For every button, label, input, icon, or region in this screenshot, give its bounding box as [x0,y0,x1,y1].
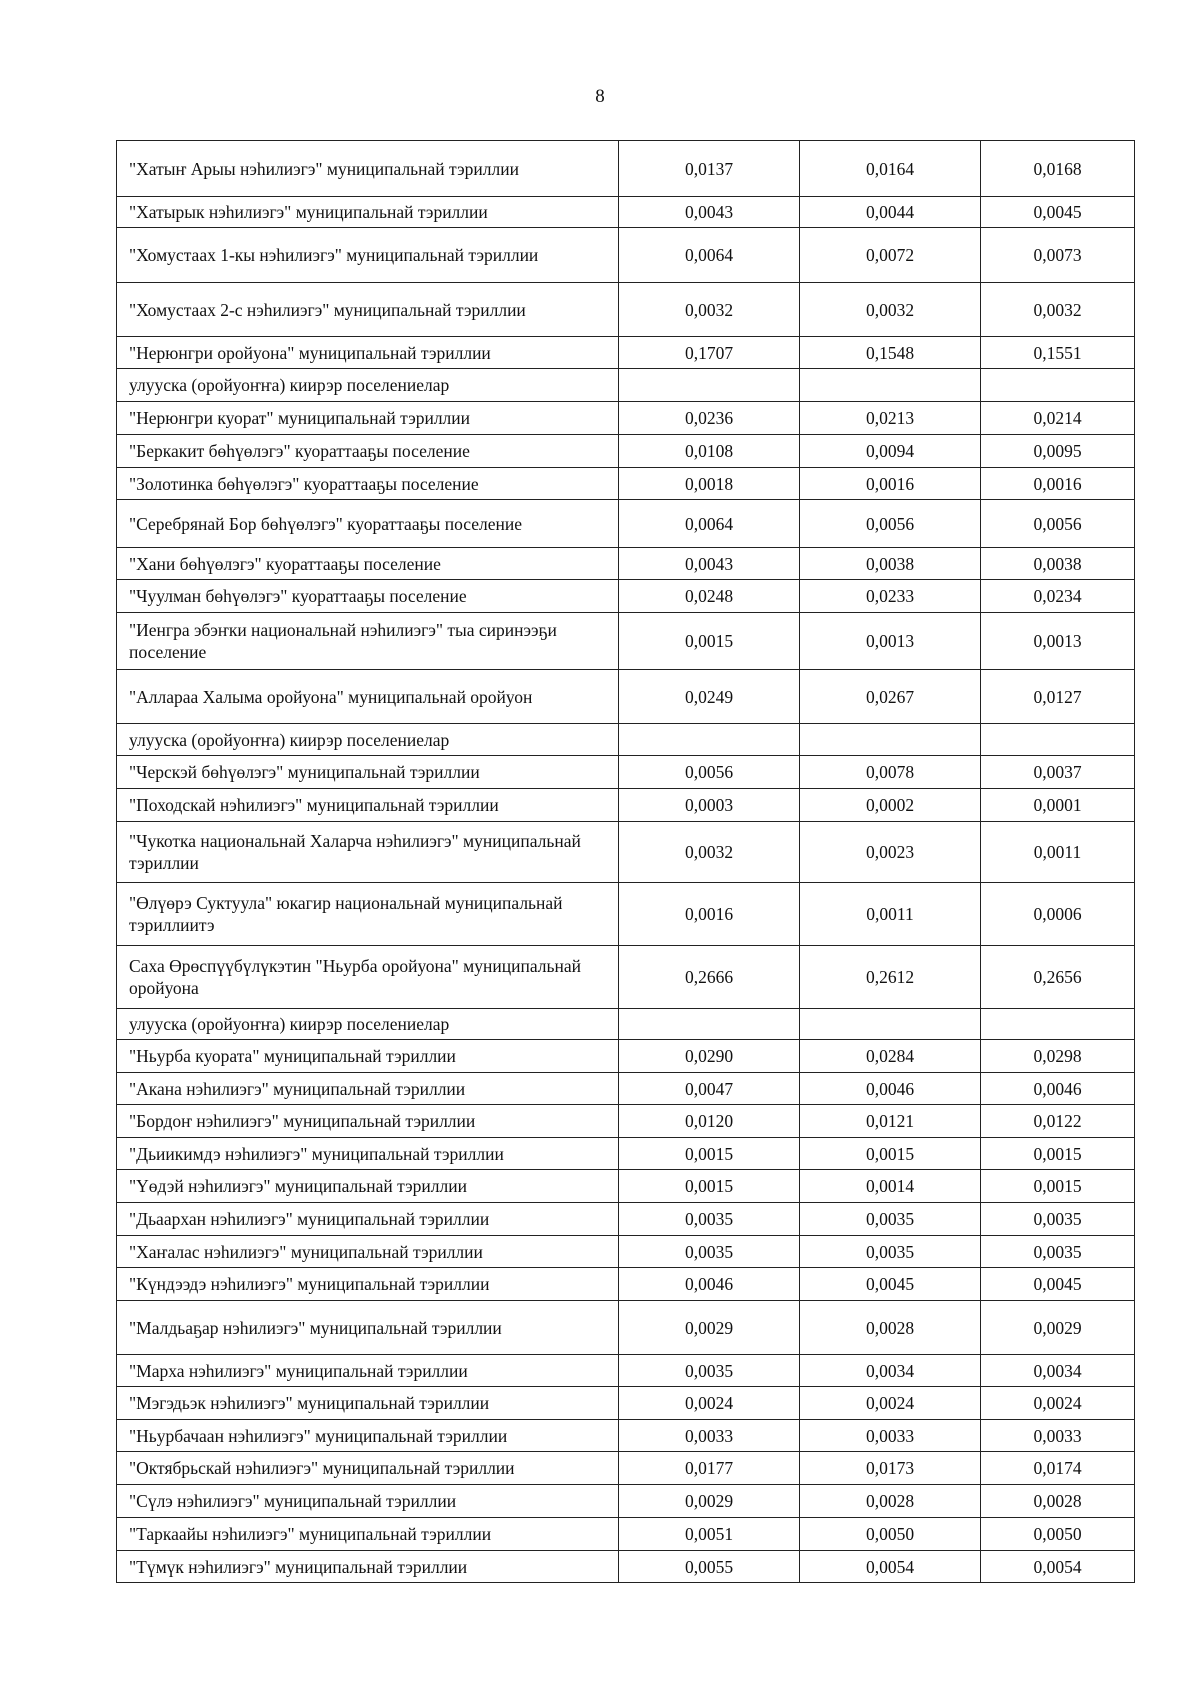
row-name-cell: улууска (оройуоҥҥа) киирэр поселениелар [117,1009,619,1040]
row-name-cell: "Хомустаах 2-с нэһилиэгэ" муниципальнай тэриллии [117,283,619,337]
value-cell-1: 0,0248 [619,580,800,613]
value-cell-3: 0,0029 [981,1301,1135,1355]
row-name-cell: "Хани бөһүөлэгэ" куораттааҕы поселение [117,548,619,580]
value-cell-3: 0,0013 [981,613,1135,670]
row-name-cell: Саха Өрөспүүбүлүкэтин "Ньурба оройуона" муниципальнай оройуона [117,946,619,1009]
value-cell-1: 0,0032 [619,822,800,883]
value-cell-3: 0,0174 [981,1452,1135,1485]
value-cell-2: 0,0072 [800,228,981,283]
value-cell-1: 0,0015 [619,1170,800,1203]
row-name-cell: "Дьаархан нэһилиэгэ" муниципальнай тэриллии [117,1203,619,1236]
table-row [117,468,1135,500]
value-cell-2: 0,0233 [800,580,981,613]
value-cell-3: 0,0127 [981,670,1135,724]
table-row [117,1009,1135,1040]
table-row [117,1387,1135,1420]
value-cell-1: 0,0043 [619,197,800,228]
value-cell-3: 0,0035 [981,1236,1135,1268]
value-cell-1 [619,724,800,756]
value-cell-2: 0,0284 [800,1040,981,1073]
table-row [117,1551,1135,1583]
row-name-cell: "Сүлэ нэһилиэгэ" муниципальнай тэриллии [117,1485,619,1518]
table-row [117,670,1135,724]
table-row [117,1170,1135,1203]
table-body [117,141,1135,1583]
value-cell-1: 0,0024 [619,1387,800,1420]
value-cell-1: 0,1707 [619,337,800,369]
value-cell-3: 0,0016 [981,468,1135,500]
value-cell-1: 0,2666 [619,946,800,1009]
value-cell-2: 0,0035 [800,1236,981,1268]
value-cell-1: 0,0035 [619,1203,800,1236]
table-row [117,228,1135,283]
row-name-cell: "Октябрьскай нэһилиэгэ" муниципальнай тэриллии [117,1452,619,1485]
value-cell-2: 0,0024 [800,1387,981,1420]
value-cell-1: 0,0015 [619,1138,800,1170]
value-cell-2: 0,0032 [800,283,981,337]
value-cell-1: 0,0029 [619,1301,800,1355]
table-row [117,1040,1135,1073]
value-cell-1: 0,0249 [619,670,800,724]
row-name-cell: "Серебрянай Бор бөһүөлэгэ" куораттааҕы поселение [117,500,619,548]
row-name-cell: "Хомустаах 1-кы нэһилиэгэ" муниципальнай тэриллии [117,228,619,283]
table-row [117,1301,1135,1355]
value-cell-1: 0,0108 [619,435,800,468]
value-cell-1: 0,0064 [619,500,800,548]
table-row [117,883,1135,946]
table-row [117,789,1135,822]
value-cell-1 [619,1009,800,1040]
value-cell-3 [981,724,1135,756]
value-cell-2: 0,0054 [800,1551,981,1583]
value-cell-3: 0,0050 [981,1518,1135,1551]
value-cell-3: 0,0045 [981,197,1135,228]
row-name-cell: "Золотинка бөһүөлэгэ" куораттааҕы поселение [117,468,619,500]
value-cell-1: 0,0047 [619,1073,800,1105]
value-cell-1: 0,0055 [619,1551,800,1583]
value-cell-1: 0,0137 [619,141,800,197]
value-cell-2: 0,0121 [800,1105,981,1138]
row-name-cell: "Иенгра эбэҥки национальнай нэһилиэгэ" тыа сиринээҕи поселение [117,613,619,670]
table-row [117,1203,1135,1236]
table-row [117,500,1135,548]
value-cell-2: 0,0046 [800,1073,981,1105]
table-row [117,1105,1135,1138]
table-row [117,548,1135,580]
row-name-cell: "Бордоҥ нэһилиэгэ" муниципальнай тэриллии [117,1105,619,1138]
value-cell-1: 0,0035 [619,1236,800,1268]
table-row [117,1452,1135,1485]
page-number: 8 [595,86,605,107]
value-cell-3: 0,0033 [981,1420,1135,1452]
row-name-cell: "Өлүөрэ Суктуула" юкагир национальнай муниципальнай тэриллиитэ [117,883,619,946]
value-cell-3: 0,0073 [981,228,1135,283]
value-cell-2: 0,0013 [800,613,981,670]
value-cell-2: 0,0016 [800,468,981,500]
value-cell-3: 0,0001 [981,789,1135,822]
value-cell-3: 0,0214 [981,402,1135,435]
value-cell-1: 0,0032 [619,283,800,337]
value-cell-3: 0,0056 [981,500,1135,548]
value-cell-1: 0,0046 [619,1268,800,1301]
value-cell-2: 0,0213 [800,402,981,435]
table-row [117,283,1135,337]
value-cell-2: 0,1548 [800,337,981,369]
value-cell-3: 0,0028 [981,1485,1135,1518]
table-row [117,1355,1135,1387]
value-cell-3: 0,0122 [981,1105,1135,1138]
value-cell-2: 0,0078 [800,756,981,789]
table-row [117,946,1135,1009]
row-name-cell: "Ньурба куората" муниципальнай тэриллии [117,1040,619,1073]
table-row [117,402,1135,435]
row-name-cell: "Түмүк нэһилиэгэ" муниципальнай тэриллии [117,1551,619,1583]
value-cell-3: 0,0034 [981,1355,1135,1387]
value-cell-2: 0,0028 [800,1485,981,1518]
value-cell-3 [981,1009,1135,1040]
value-cell-2 [800,1009,981,1040]
value-cell-3 [981,369,1135,402]
table-row [117,1138,1135,1170]
value-cell-3: 0,0234 [981,580,1135,613]
table-row [117,1268,1135,1301]
value-cell-2: 0,0034 [800,1355,981,1387]
data-table [116,140,1135,1583]
value-cell-3: 0,0035 [981,1203,1135,1236]
value-cell-1: 0,0056 [619,756,800,789]
table-row [117,141,1135,197]
table-row [117,724,1135,756]
table-row [117,1073,1135,1105]
row-name-cell: "Нерюнгри оройуона" муниципальнай тэриллии [117,337,619,369]
value-cell-1: 0,0003 [619,789,800,822]
value-cell-2: 0,0035 [800,1203,981,1236]
value-cell-2: 0,0267 [800,670,981,724]
row-name-cell: "Марха нэһилиэгэ" муниципальнай тэриллии [117,1355,619,1387]
value-cell-2: 0,0094 [800,435,981,468]
value-cell-3: 0,0045 [981,1268,1135,1301]
value-cell-3: 0,0168 [981,141,1135,197]
value-cell-3: 0,0015 [981,1170,1135,1203]
value-cell-3: 0,0046 [981,1073,1135,1105]
value-cell-1: 0,0290 [619,1040,800,1073]
table-row [117,1518,1135,1551]
value-cell-2: 0,0038 [800,548,981,580]
row-name-cell: "Беркакит бөһүөлэгэ" куораттааҕы поселение [117,435,619,468]
value-cell-3: 0,0024 [981,1387,1135,1420]
value-cell-3: 0,1551 [981,337,1135,369]
value-cell-1: 0,0015 [619,613,800,670]
value-cell-3: 0,0032 [981,283,1135,337]
row-name-cell: "Хатырык нэһилиэгэ" муниципальнай тэриллии [117,197,619,228]
value-cell-2: 0,0164 [800,141,981,197]
value-cell-1 [619,369,800,402]
value-cell-1: 0,0016 [619,883,800,946]
table-row [117,435,1135,468]
table-row [117,822,1135,883]
table-row [117,756,1135,789]
value-cell-2: 0,0028 [800,1301,981,1355]
table-row [117,369,1135,402]
value-cell-3: 0,0298 [981,1040,1135,1073]
value-cell-2: 0,0044 [800,197,981,228]
table-row [117,197,1135,228]
row-name-cell: улууска (оройуоҥҥа) киирэр поселениелар [117,724,619,756]
row-name-cell: "Нерюнгри куорат" муниципальнай тэриллии [117,402,619,435]
value-cell-1: 0,0033 [619,1420,800,1452]
table-row [117,613,1135,670]
value-cell-1: 0,0177 [619,1452,800,1485]
row-name-cell: "Походскай нэһилиэгэ" муниципальнай тэриллии [117,789,619,822]
row-name-cell: "Чуулман бөһүөлэгэ" куораттааҕы поселение [117,580,619,613]
value-cell-3: 0,2656 [981,946,1135,1009]
value-cell-1: 0,0029 [619,1485,800,1518]
row-name-cell: "Үөдэй нэһилиэгэ" муниципальнай тэриллии [117,1170,619,1203]
row-name-cell: "Ньурбачаан нэһилиэгэ" муниципальнай тэриллии [117,1420,619,1452]
row-name-cell: "Дьиикимдэ нэһилиэгэ" муниципальнай тэриллии [117,1138,619,1170]
value-cell-1: 0,0035 [619,1355,800,1387]
value-cell-3: 0,0037 [981,756,1135,789]
table-row [117,337,1135,369]
value-cell-3: 0,0054 [981,1551,1135,1583]
value-cell-2 [800,369,981,402]
value-cell-2: 0,0033 [800,1420,981,1452]
value-cell-1: 0,0018 [619,468,800,500]
value-cell-1: 0,0064 [619,228,800,283]
table-row [117,1485,1135,1518]
row-name-cell: "Малдьаҕар нэһилиэгэ" муниципальнай тэриллии [117,1301,619,1355]
value-cell-2: 0,0011 [800,883,981,946]
table-row [117,1236,1135,1268]
value-cell-3: 0,0006 [981,883,1135,946]
value-cell-2 [800,724,981,756]
value-cell-2: 0,0015 [800,1138,981,1170]
row-name-cell: "Күндээдэ нэһилиэгэ" муниципальнай тэриллии [117,1268,619,1301]
row-name-cell: "Аллараа Халыма оройуона" муниципальнай оройуон [117,670,619,724]
value-cell-3: 0,0011 [981,822,1135,883]
value-cell-3: 0,0095 [981,435,1135,468]
row-name-cell: "Акана нэһилиэгэ" муниципальнай тэриллии [117,1073,619,1105]
value-cell-2: 0,2612 [800,946,981,1009]
value-cell-1: 0,0051 [619,1518,800,1551]
value-cell-2: 0,0002 [800,789,981,822]
table-row [117,580,1135,613]
value-cell-2: 0,0056 [800,500,981,548]
value-cell-1: 0,0120 [619,1105,800,1138]
value-cell-1: 0,0236 [619,402,800,435]
value-cell-3: 0,0038 [981,548,1135,580]
value-cell-3: 0,0015 [981,1138,1135,1170]
row-name-cell: "Хаҥалас нэһилиэгэ" муниципальнай тэриллии [117,1236,619,1268]
row-name-cell: "Черскэй бөһүөлэгэ" муниципальнай тэриллии [117,756,619,789]
row-name-cell: "Чукотка национальнай Халарча нэһилиэгэ" муниципальнай тэриллии [117,822,619,883]
row-name-cell: "Хатыҥ Арыы нэһилиэгэ" муниципальнай тэриллии [117,141,619,197]
row-name-cell: "Таркаайы нэһилиэгэ" муниципальнай тэриллии [117,1518,619,1551]
value-cell-2: 0,0173 [800,1452,981,1485]
value-cell-2: 0,0014 [800,1170,981,1203]
value-cell-1: 0,0043 [619,548,800,580]
value-cell-2: 0,0023 [800,822,981,883]
table-row [117,1420,1135,1452]
row-name-cell: "Мэгэдьэк нэһилиэгэ" муниципальнай тэриллии [117,1387,619,1420]
value-cell-2: 0,0050 [800,1518,981,1551]
row-name-cell: улууска (оройуоҥҥа) киирэр поселениелар [117,369,619,402]
value-cell-2: 0,0045 [800,1268,981,1301]
